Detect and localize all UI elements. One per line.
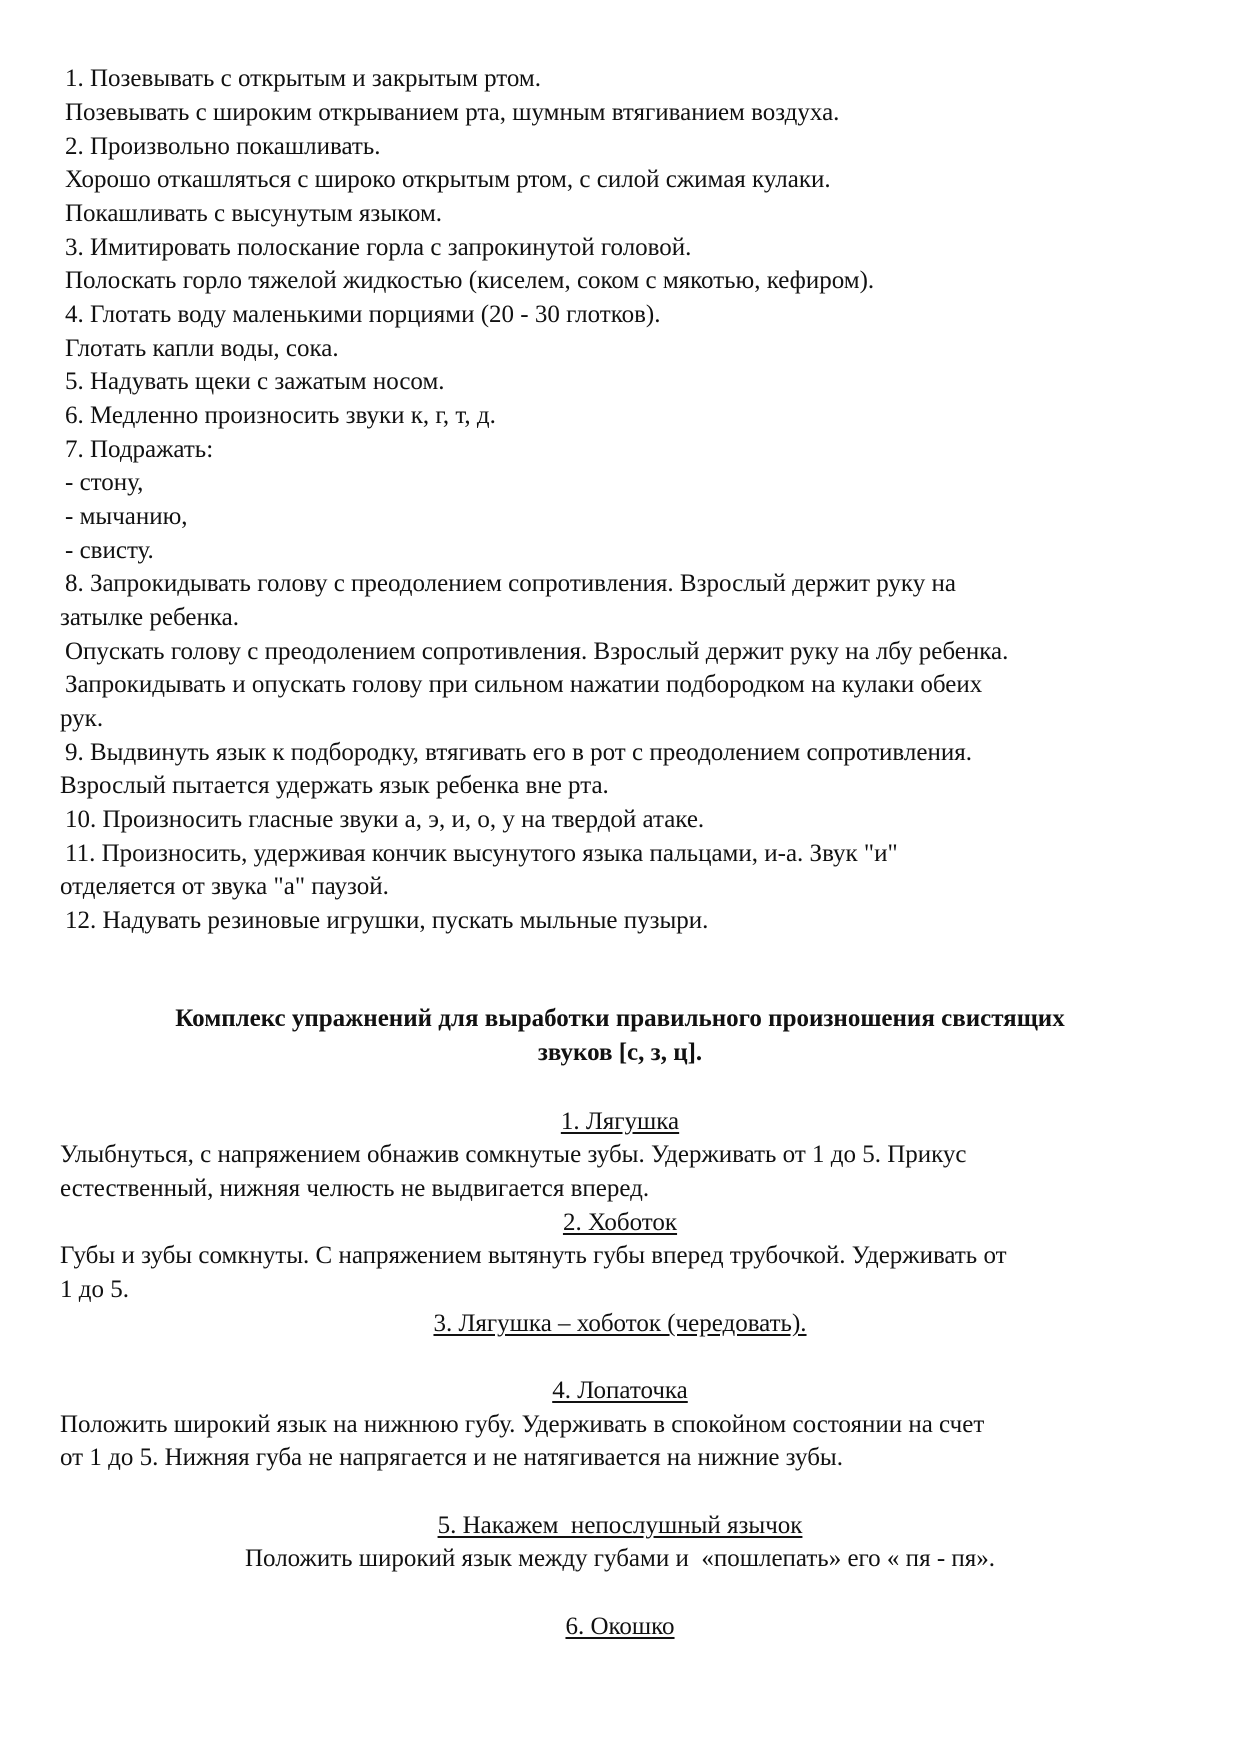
exercise-description: 1 до 5. bbox=[60, 1276, 129, 1303]
exercise-line: Покашливать с высунутым языком. bbox=[65, 200, 443, 227]
exercise-heading: 1. Лягушка bbox=[560, 1108, 680, 1135]
exercise-line: 8. Запрокидывать голову с преодолением сопротивления. Взрослый держит руку на bbox=[65, 570, 956, 597]
section-title: звуков [с, з, ц]. bbox=[537, 1039, 703, 1066]
exercise-heading: 3. Лягушка – хоботок (чередовать). bbox=[433, 1310, 807, 1337]
exercise-line: Глотать капли воды, сока. bbox=[65, 335, 339, 362]
exercise-line: 3. Имитировать полоскание горла с запрокинутой головой. bbox=[65, 234, 692, 261]
exercise-description: естественный, нижняя челюсть не выдвигается вперед. bbox=[60, 1175, 650, 1202]
exercise-line: отделяется от звука "а" паузой. bbox=[60, 873, 389, 900]
exercise-heading: 6. Окошко bbox=[565, 1613, 675, 1640]
exercise-line: 12. Надувать резиновые игрушки, пускать мыльные пузыри. bbox=[65, 907, 709, 934]
exercise-line: 2. Произвольно покашливать. bbox=[65, 133, 381, 160]
exercise-line: Полоскать горло тяжелой жидкостью (киселем, соком с мякотью, кефиром). bbox=[65, 267, 875, 294]
exercise-line: Запрокидывать и опускать голову при сильном нажатии подбородком на кулаки обеих bbox=[65, 671, 983, 698]
exercise-heading: 5. Накажем непослушный язычок bbox=[437, 1512, 803, 1539]
exercise-line: - свисту. bbox=[65, 537, 154, 564]
exercise-line: Позевывать с широким открыванием рта, шумным втягиванием воздуха. bbox=[65, 99, 840, 126]
exercise-description: Положить широкий язык на нижнюю губу. Удерживать в спокойном состоянии на счет bbox=[60, 1411, 985, 1438]
exercise-line: 4. Глотать воду маленькими порциями (20 - 30 глотков). bbox=[65, 301, 661, 328]
section-title: Комплекс упражнений для выработки правильного произношения свистящих bbox=[175, 1005, 1065, 1032]
exercise-line: 9. Выдвинуть язык к подбородку, втягивать его в рот с преодолением сопротивления. bbox=[65, 739, 972, 766]
exercise-line: 11. Произносить, удерживая кончик высунутого языка пальцами, и-а. Звук "и" bbox=[65, 840, 898, 867]
exercise-heading: 2. Хоботок bbox=[562, 1209, 678, 1236]
exercise-description: от 1 до 5. Нижняя губа не напрягается и не натягивается на нижние зубы. bbox=[60, 1444, 843, 1471]
exercise-line: 10. Произносить гласные звуки а, э, и, о, у на твердой атаке. bbox=[65, 806, 705, 833]
exercise-line: - мычанию, bbox=[65, 503, 188, 530]
exercise-description: Положить широкий язык между губами и «пошлепать» его « пя - пя». bbox=[244, 1545, 996, 1572]
exercise-line: 1. Позевывать с открытым и закрытым ртом. bbox=[65, 65, 542, 92]
exercise-line: Опускать голову с преодолением сопротивления. Взрослый держит руку на лбу ребенка. bbox=[65, 638, 1009, 665]
exercise-line: Взрослый пытается удержать язык ребенка вне рта. bbox=[60, 772, 609, 799]
exercise-line: 5. Надувать щеки с зажатым носом. bbox=[65, 368, 445, 395]
exercise-line: 7. Подражать: bbox=[65, 436, 214, 463]
exercise-description: Губы и зубы сомкнуты. С напряжением вытянуть губы вперед трубочкой. Удерживать от bbox=[60, 1242, 1007, 1269]
exercise-description: Улыбнуться, с напряжением обнажив сомкнутые зубы. Удерживать от 1 до 5. Прикус bbox=[60, 1141, 967, 1168]
exercise-line: рук. bbox=[60, 705, 104, 732]
exercise-line: Хорошо откашляться с широко открытым ртом, с силой сжимая кулаки. bbox=[65, 166, 831, 193]
exercise-line: 6. Медленно произносить звуки к, г, т, д. bbox=[65, 402, 496, 429]
exercise-heading: 4. Лопаточка bbox=[552, 1377, 688, 1404]
exercise-line: затылке ребенка. bbox=[60, 604, 239, 631]
exercise-line: - стону, bbox=[65, 469, 144, 496]
